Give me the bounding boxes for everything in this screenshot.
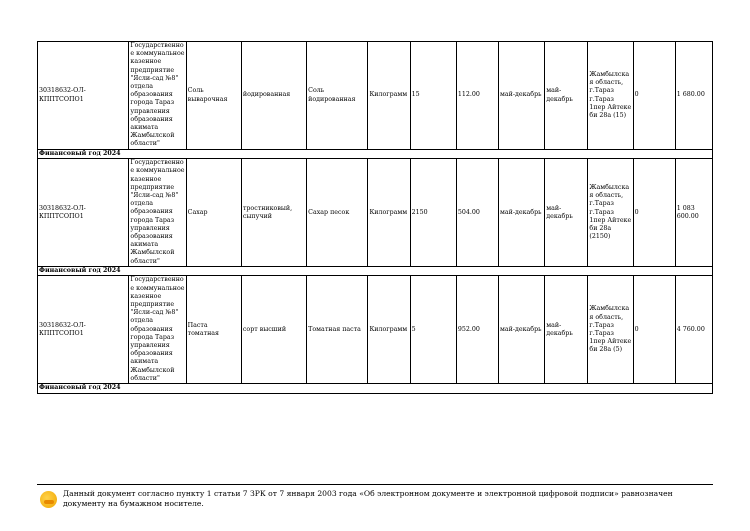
financial-year-label: Финансовый год 2024 xyxy=(38,150,713,159)
item-name-cell: Соль выварочная xyxy=(186,42,241,150)
price-cell: 112.00 xyxy=(456,42,498,150)
quantity-cell: 15 xyxy=(410,42,456,150)
price-cell: 952.00 xyxy=(456,276,498,384)
organization-cell: Государственное коммунальное казенное предприятие "Ясли-сад №8" отдела образования города Тараз управления образования акимата Жамбылской области" xyxy=(129,159,186,267)
period-cell: май-декабрь xyxy=(499,42,545,150)
financial-year-label: Финансовый год 2024 xyxy=(38,384,713,393)
unit-cell: Килограмм xyxy=(368,159,410,267)
quantity-cell: 2150 xyxy=(410,159,456,267)
extra-characteristic-cell: Томатная паста xyxy=(307,276,368,384)
unit-cell: Килограмм xyxy=(368,276,410,384)
unit-cell: Килограмм xyxy=(368,42,410,150)
organization-cell: Государственное коммунальное казенное предприятие "Ясли-сад №8" отдела образования города Тараз управления образования акимата Жамбылской области" xyxy=(129,42,186,150)
delivery-address-cell: Жамбылская область, г.Тараз г.Тараз 1пер Айтеке би 28а (5) xyxy=(588,276,633,384)
characteristic-cell: тростниковый, сыпучий xyxy=(241,159,306,267)
advance-cell: 0 xyxy=(633,42,675,150)
extra-characteristic-cell: Соль йодированная xyxy=(307,42,368,150)
item-name-cell: Паста томатная xyxy=(186,276,241,384)
delivery-address-cell: Жамбылская область, г.Тараз г.Тараз 1пер Айтеке би 28а (2150) xyxy=(588,159,633,267)
sum-cell: 1 680.00 xyxy=(675,42,712,150)
period-cell: май-декабрь xyxy=(499,159,545,267)
legal-notice: Данный документ согласно пункту 1 статьи 7 ЗРК от 7 января 2003 года «Об электронном документе и электронной цифровой подписи» равнозначен документу на бумажном носителе. xyxy=(63,489,673,508)
extra-characteristic-cell: Сахар песок xyxy=(307,159,368,267)
period-cell: май-декабрь xyxy=(545,42,588,150)
period-cell: май-декабрь xyxy=(545,276,588,384)
price-cell: 504.00 xyxy=(456,159,498,267)
sum-cell: 1 083 600.00 xyxy=(675,159,712,267)
seal-icon xyxy=(40,491,57,508)
year-row xyxy=(38,267,713,276)
period-cell: май-декабрь xyxy=(499,276,545,384)
advance-cell: 0 xyxy=(633,276,675,384)
period-cell: май-декабрь xyxy=(545,159,588,267)
delivery-address-cell: Жамбылская область, г.Тараз г.Тараз 1пер Айтеке би 28а (15) xyxy=(588,42,633,150)
procurement-table xyxy=(37,41,713,394)
table-row xyxy=(38,276,713,384)
advance-cell: 0 xyxy=(633,159,675,267)
year-row xyxy=(38,150,713,159)
code-cell: 30318632-ОЛ-КППТСОПО1 xyxy=(38,276,129,384)
sum-cell: 4 760.00 xyxy=(675,276,712,384)
quantity-cell: 5 xyxy=(410,276,456,384)
characteristic-cell: йодированная xyxy=(241,42,306,150)
item-name-cell: Сахар xyxy=(186,159,241,267)
table-row xyxy=(38,42,713,150)
code-cell: 30318632-ОЛ-КППТСОПО1 xyxy=(38,159,129,267)
code-cell: 30318632-ОЛ-КППТСОПО1 xyxy=(38,42,129,150)
organization-cell: Государственное коммунальное казенное предприятие "Ясли-сад №8" отдела образования города Тараз управления образования акимата Жамбылской области" xyxy=(129,276,186,384)
table-row xyxy=(38,159,713,267)
year-row xyxy=(38,384,713,393)
document-footer xyxy=(37,484,713,508)
financial-year-label: Финансовый год 2024 xyxy=(38,267,713,276)
characteristic-cell: сорт высший xyxy=(241,276,306,384)
